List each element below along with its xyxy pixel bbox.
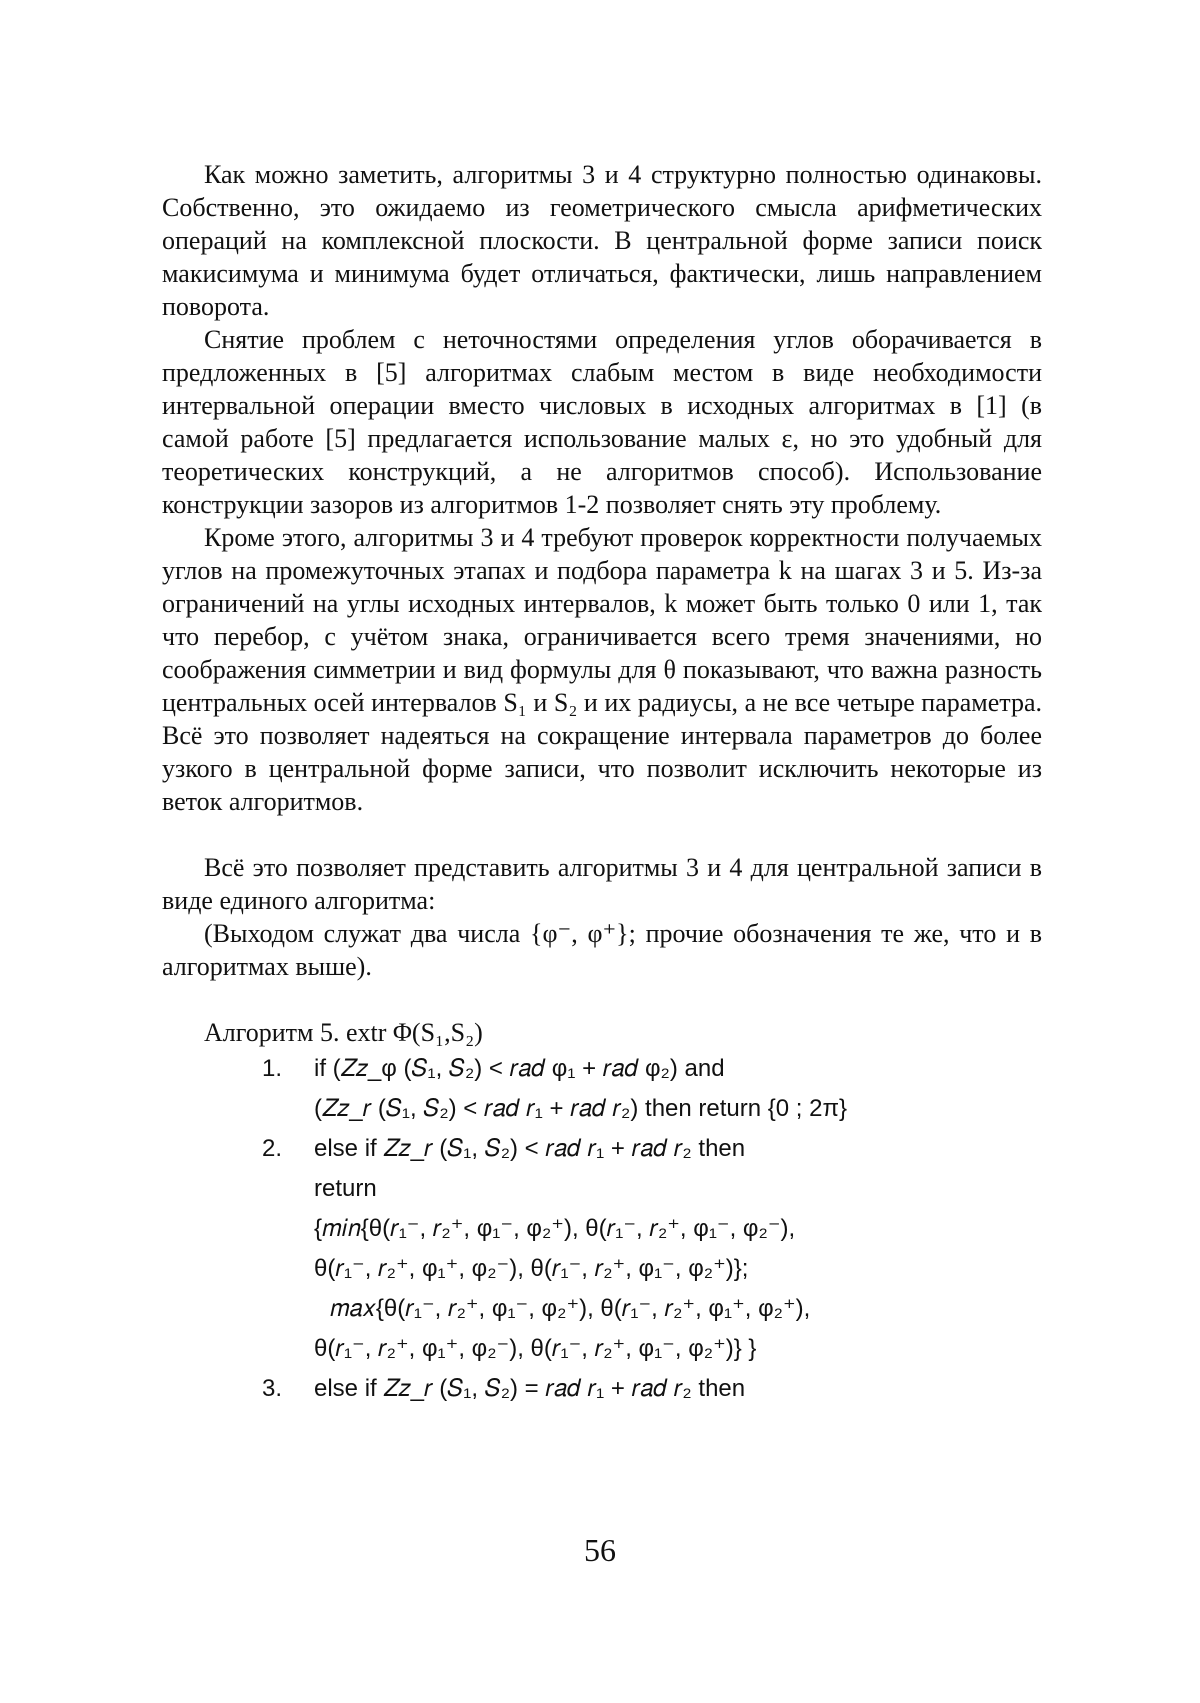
page-number: 56 bbox=[584, 1532, 616, 1568]
algorithm-step bbox=[162, 1049, 1042, 1129]
paragraph: Снятие проблем с неточностями определения углов оборачивается в предложенных в [5] алгоритмах слабым местом в виде необходимости интервальной операции вместо числовых в исходных алгоритмах в [1] (в самой работе [5] предлагается использование малых ε, но это удобный для теоретических конструкций, а не алгоритмов способ). Использование конструкции зазоров из алгоритмов 1-2 позволяет снять эту проблему. bbox=[162, 325, 1042, 519]
algorithm-step bbox=[162, 1369, 1042, 1409]
algorithm-step bbox=[162, 1129, 1042, 1369]
step-line: {𝑚𝑖𝑛{θ(𝑟₁⁻, 𝑟₂⁺, φ₁⁻, φ₂⁺), θ(𝑟₁⁻, 𝑟₂⁺, φ₁⁻, φ₂⁻), bbox=[314, 1215, 796, 1242]
step-first-line bbox=[162, 1369, 1042, 1409]
step-first-line bbox=[162, 1049, 1042, 1089]
step-number: 1. bbox=[262, 1055, 283, 1082]
paragraph: (Выходом служат два числа {φ⁻, φ⁺}; прочие обозначения те же, что и в алгоритмах выше). bbox=[162, 919, 1042, 981]
step-number: 2. bbox=[262, 1135, 283, 1162]
paragraph-spacer bbox=[162, 983, 1042, 1016]
step-line: if (𝑍𝑧_φ (𝑆₁, 𝑆₂) < 𝑟𝑎𝑑 φ₁ + 𝑟𝑎𝑑 φ₂) and bbox=[314, 1055, 725, 1082]
paragraph: Как можно заметить, алгоритмы 3 и 4 структурно полностью одинаковы. Собственно, это ожидаемо из геометрического смысла арифметических операций на комплексной плоскости. В центральной форме записи поиск макисимума и минимума будет отличаться, фактически, лишь направлением поворота. bbox=[162, 160, 1042, 321]
step-line: θ(𝑟₁⁻, 𝑟₂⁺, φ₁⁺, φ₂⁻), θ(𝑟₁⁻, 𝑟₂⁺, φ₁⁻, φ₂⁺)}; bbox=[314, 1255, 749, 1282]
paragraph: Всё это позволяет представить алгоритмы 3 и 4 для центральной записи в виде единого алгоритма: bbox=[162, 853, 1042, 915]
step-line: else if 𝑍𝑧_𝑟 (𝑆₁, 𝑆₂) < 𝑟𝑎𝑑 𝑟₁ + 𝑟𝑎𝑑 𝑟₂ then bbox=[314, 1135, 746, 1162]
paragraph: Кроме этого, алгоритмы 3 и 4 требуют проверок корректности получаемых углов на промежуточных этапах и подбора параметра k на шагах 3 и 5. Из-за ограничений на углы исходных интервалов, k может быть только 0 или 1, так что перебор, с учётом знака, ограничивается всего тремя значениями, но соображения симметрии и вид формулы для θ показывают, что важна разность центральных осей интервалов S₁ и S₂ и их радиусы, а не все четыре параметра. Всё это позволяет надеяться на сокращение интервала параметров до более узкого в центральной форме записи, что позволит исключить некоторые из веток алгоритмов. bbox=[162, 523, 1042, 816]
paragraph-spacer bbox=[162, 818, 1042, 851]
step-line: 𝑚𝑎𝑥{θ(𝑟₁⁻, 𝑟₂⁺, φ₁⁻, φ₂⁺), θ(𝑟₁⁻, 𝑟₂⁺, φ₁⁺, φ₂⁺), bbox=[330, 1295, 811, 1322]
step-line: (𝑍𝑧_𝑟 (𝑆₁, 𝑆₂) < 𝑟𝑎𝑑 𝑟₁ + 𝑟𝑎𝑑 𝑟₂) then return {0 ; 2π} bbox=[314, 1095, 848, 1122]
step-line: return bbox=[314, 1175, 377, 1202]
step-number: 3. bbox=[262, 1375, 283, 1402]
step-line: θ(𝑟₁⁻, 𝑟₂⁺, φ₁⁺, φ₂⁻), θ(𝑟₁⁻, 𝑟₂⁺, φ₁⁻, φ₂⁺)} } bbox=[314, 1335, 757, 1362]
algorithm-steps bbox=[162, 1049, 1042, 1409]
algorithm-title: Алгоритм 5. extr Φ(S₁,S₂) bbox=[204, 1018, 483, 1047]
page-body bbox=[162, 158, 1042, 1409]
step-line: else if 𝑍𝑧_𝑟 (𝑆₁, 𝑆₂) = 𝑟𝑎𝑑 𝑟₁ + 𝑟𝑎𝑑 𝑟₂ then bbox=[314, 1375, 746, 1402]
step-first-line bbox=[162, 1129, 1042, 1169]
